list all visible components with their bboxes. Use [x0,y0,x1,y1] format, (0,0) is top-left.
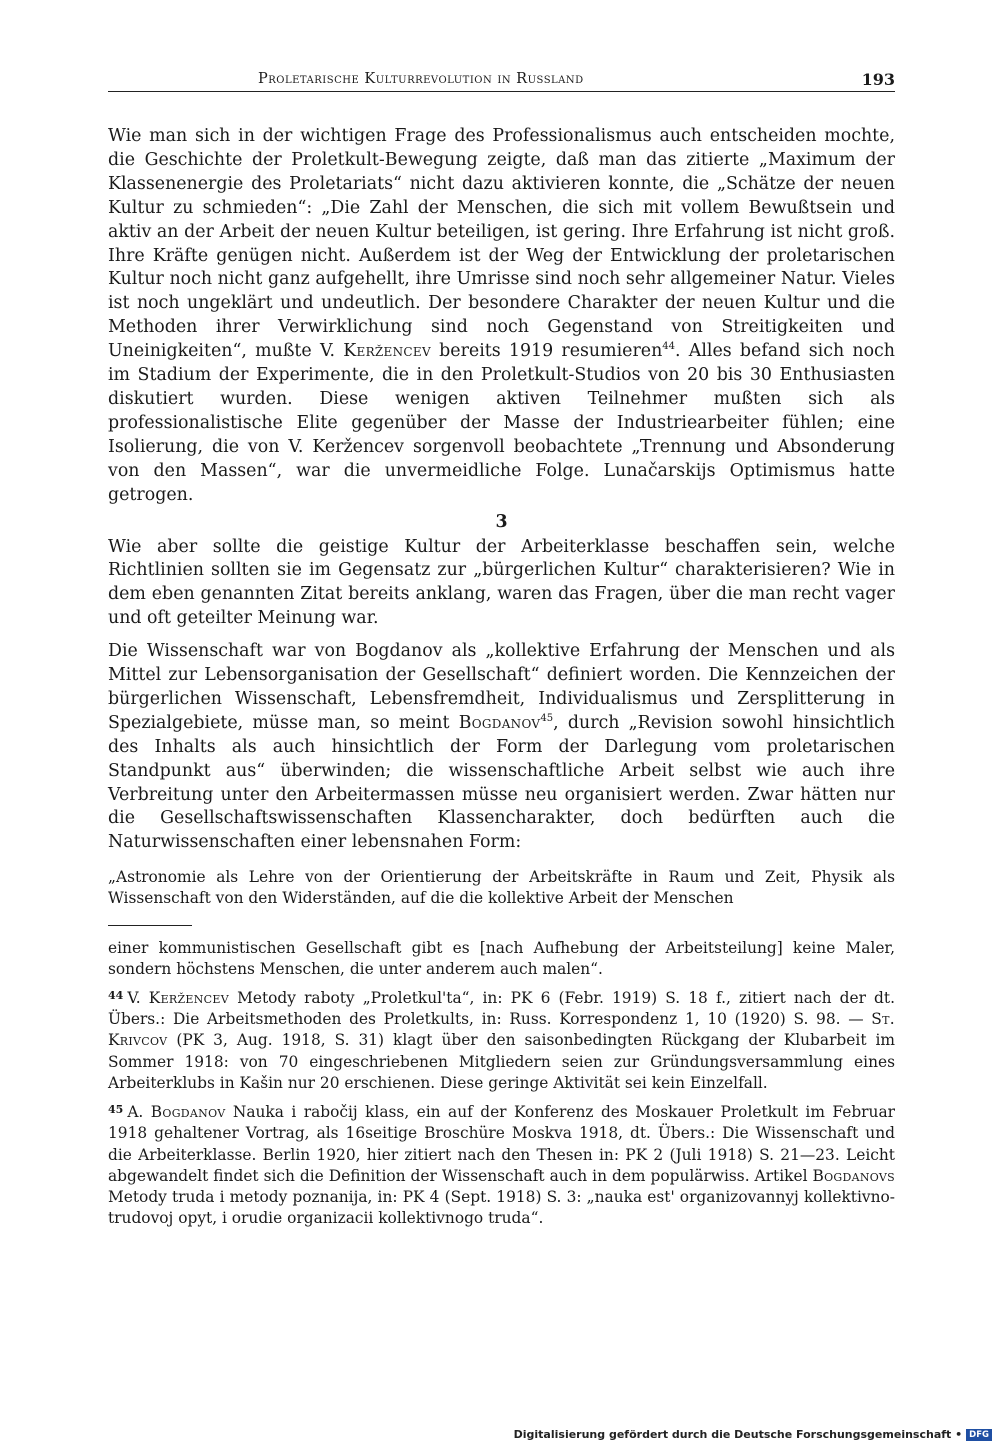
main-text [108,125,895,855]
author-kerzencev: Keržencev [343,341,431,362]
paragraph-3-text: Die Wissenschaft war von Bogdanov als „kollektive Erfahrung der Menschen und als Mittel zur Lebensorganisation der Gesellschaft“ definiert worden. Die Kennzeichen der bürgerlichen Wissenschaft, Lebensfremdheit, Individualismus und Zersplitterung in Spezialgebiete, müsse man, so meint [108,641,895,733]
header-rule [108,91,895,92]
funding-note [514,1428,992,1441]
paragraph-1-text-3: . Alles befand sich noch im Stadium der Experimente, die in den Proletkult-Studios von 20 bis 30 Enthusiasten diskutiert wurden. Diese wenigen aktiven Teilnehmer mußten sich als professionalistische Elite gegenüber der Masse der Industriearbeiter fühlen; eine Isolierung, die von V. Keržencev sorgenvoll beobachtete „Trennung und Absonderung von den Massen“, war die unvermeidliche Folge. Lunačarskijs Optimismus hatte getrogen. [108,341,895,505]
running-title: Proletarische Kulturrevolution in Russland [258,71,584,87]
footnote-number: 44 [108,989,124,1003]
footnote-45-author: Bogdanov [150,1103,226,1122]
footnote-45-author-2: Bogdanovs [812,1166,895,1185]
footnote-44-text-b: Metody raboty „Proletkul'ta“, in: PK 6 (Febr. 1919) S. 18 f., zitiert nach der dt. Übers.: Die Arbeitsmethoden des Proletkults, in: Russ. Korrespondenz 1, 10 (1920) S. 98. — [108,989,895,1029]
paragraph-2: Wie aber sollte die geistige Kultur der Arbeiterklasse beschaffen sein, welche Richtlinien sollten sie im Gegensatz zur „bürgerlichen Kultur“ charakterisieren? Wie in dem eben genannten Zitat bereits anklang, waren das Fragen, über die man recht vager und oft geteilter Meinung war. [108,536,895,629]
section-number: 3 [495,511,508,532]
page-number: 193 [861,70,895,89]
footnote-45-text-c: Metody truda i metody poznanija, in: PK 4 (Sept. 1918) S. 3: „nauka est' organizovannyj kollektivno-trudovoj opyt, i orudie organizacii kollektivnogo truda“. [108,1187,895,1228]
block-quote: „Astronomie als Lehre von der Orientierung der Arbeitskräfte in Raum und Zeit, Physik als Wissenschaft von den Widerständen, auf die die kollektive Arbeit der Menschen [108,868,895,908]
footnotes [108,938,895,1230]
footnote-44 [108,985,895,1094]
footnote-44-text-a: V. [127,989,141,1008]
paragraph-1-text: Wie man sich in der wichtigen Frage des Professionalismus auch entscheiden mochte, die Geschichte der Proletkult-Bewegung zeigte, daß man das zitierte „Maximum der Klassenenergie des Proletariats“ nicht dazu aktivieren konnte, die „Schätze der neuen Kultur zu schmieden“: „Die Zahl der Menschen, die sich mit vollem Bewußtsein und aktiv an der Arbeit der neuen Kultur beteiligen, ist gering. Ihre Erfahrung ist nicht groß. Ihre Kräfte genügen nicht. Außerdem ist der Weg der Entwicklung der proletarischen Kultur noch nicht ganz aufgehellt, ihre Umrisse sind noch sehr allgemeiner Natur. Vieles ist noch ungeklärt und undeutlich. Der besondere Charakter der neuen Kultur und die Methoden ihrer Verwirklichung sind noch Gegenstand von Streitigkeiten und Uneinigkeiten“, mußte V. [108,126,895,362]
paragraph-3-text-2: , durch „Revision sowohl hinsichtlich des Inhalts als auch hinsichtlich der Form der Darlegung vom proletarischen Standpunkt aus“ überwinden; die wissenschaftliche Arbeit selbst wie auch ihre Verbreitung unter den Arbeitermassen müsse neu organisiert werden. Zwar hätten nur die Gesellschaftswissenschaften Klassencharakter, doch bedürften auch die Naturwissenschaften einer lebensnahen Form: [108,712,896,853]
footnote-44-text-c: (PK 3, Aug. 1918, S. 31) klagt über den saisonbedingten Rückgang der Klubarbeit im Sommer 1918: von 70 eingeschriebenen Mitgliedern seien zur Gründungsversammlung eines Arbeiterklubs in Kašin nur 20 erschienen. Diese geringe Aktivität sei kein Einzelfall. [108,1031,895,1092]
footnote-ref-45[interactable]: 45 [540,713,554,725]
paragraph-3 [108,640,895,855]
footnote-44-author: Keržencev [148,989,229,1008]
paragraph-1 [108,125,895,508]
dfg-logo: DFG [966,1429,992,1441]
running-header [108,71,895,95]
footnote-ref-44[interactable]: 44 [662,341,676,353]
paragraph-1-text-2: bereits 1919 resumieren [439,341,663,362]
author-bogdanov: Bogdanov [458,712,541,733]
footnote-45-text-a: A. [127,1103,144,1122]
footnote-rule [108,925,192,926]
footnote-45-text-b: Nauka i rabočij klass, ein auf der Konferenz des Moskauer Proletkult im Februar 1918 gehaltener Vortrag, als 16seitige Broschüre Moskva 1918, dt. Übers.: Die Wissenschaft und die Arbeiterklasse. Berlin 1920, hier zitiert nach den Thesen in: PK 2 (Juli 1918) S. 21—23. Leicht abgewandelt findet sich die Definition der Wissenschaft auch in dem populärwiss. Artikel [108,1103,895,1185]
footnote-44-author-2: St. Krivcov [108,1010,895,1050]
funding-text: Digitalisierung gefördert durch die Deutsche Forschungsgemeinschaft • [513,1428,963,1441]
footnote-continued: einer kommunistischen Gesellschaft gibt es [nach Aufhebung der Arbeitsteilung] keine Maler, sondern höchstens Menschen, die unter anderem auch malen“. [108,938,895,978]
footnote-45 [108,1099,895,1229]
page-body [108,125,895,1234]
footnote-number: 45 [108,1103,124,1117]
